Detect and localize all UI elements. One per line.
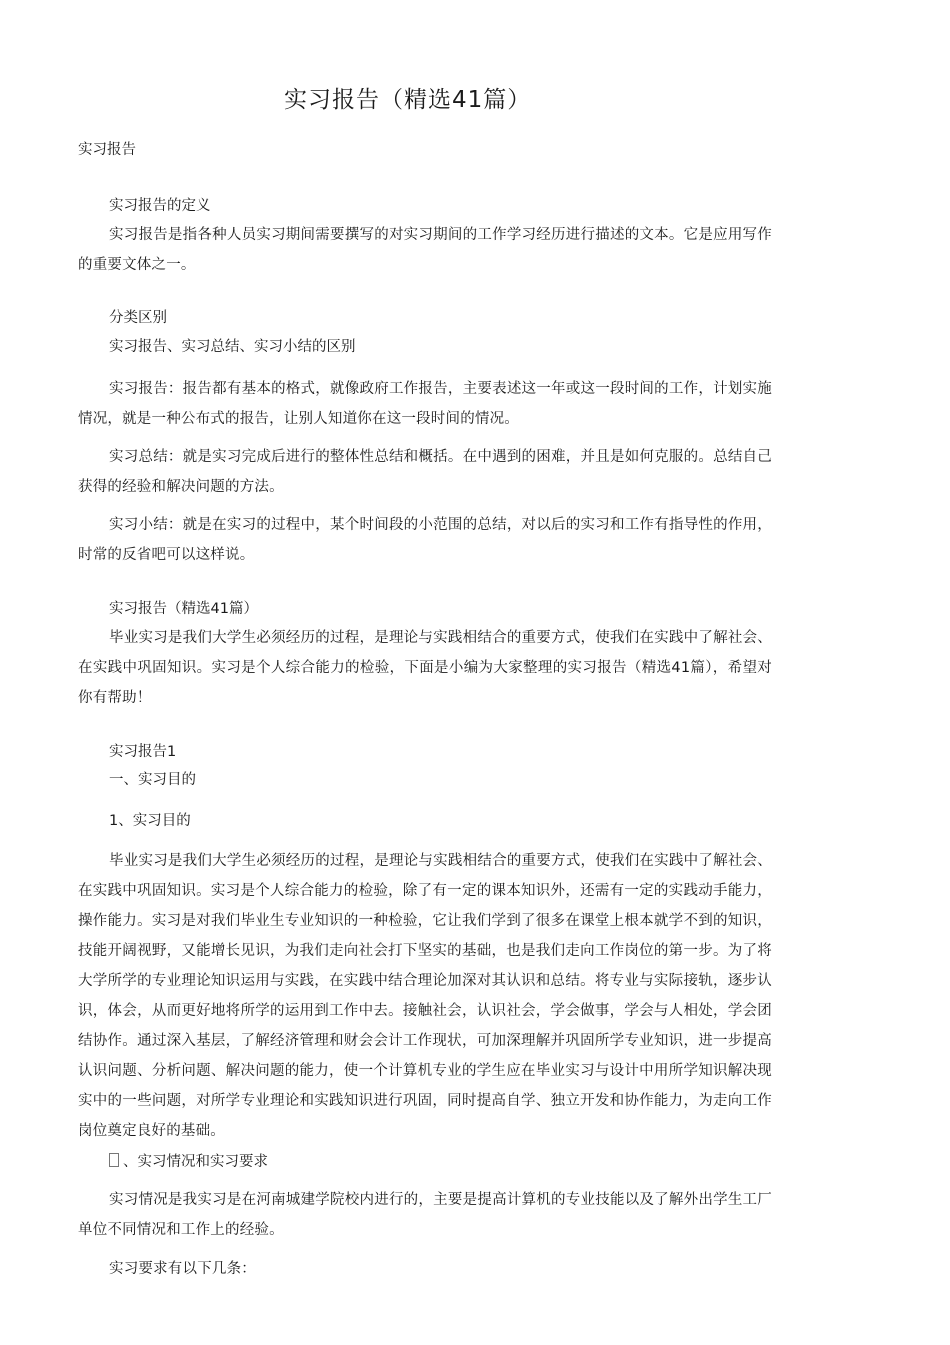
document-title: 实习报告（精选41篇） <box>284 87 532 113</box>
missing-glyph-icon <box>109 1153 119 1167</box>
subtitle: 实习报告 <box>78 142 136 158</box>
definition-paragraph: 实习报告是指各种人员实习期间需要撰写的对实习期间的工作学习经历进行描述的文本。它是应用写作的重要文体之一。 <box>78 227 772 273</box>
selection-intro-paragraph: 毕业实习是我们大学生必须经历的过程，是理论与实践相结合的重要方式，使我们在实践中了解社会、在实践中巩固知识。实习是个人综合能力的检验，下面是小编为大家整理的实习报告（精选41篇），希望对你有帮助！ <box>78 630 772 706</box>
category-report-paragraph: 实习报告：报告都有基本的格式，就像政府工作报告，主要表述这一年或这一段时间的工作，计划实施情况，就是一种公布式的报告，让别人知道你在这一段时间的情况。 <box>78 381 772 427</box>
category-subheading: 实习报告、实习总结、实习小结的区别 <box>109 339 356 355</box>
definition-heading: 实习报告的定义 <box>109 198 211 214</box>
report-1-situation-paragraph: 实习情况是我实习是在河南城建学院校内进行的，主要是提高计算机的专业技能以及了解外出学生工厂单位不同情况和工作上的经验。 <box>78 1192 772 1238</box>
selection-heading: 实习报告（精选41篇） <box>109 601 258 617</box>
report-1-purpose-paragraph: 毕业实习是我们大学生必须经历的过程，是理论与实践相结合的重要方式，使我们在实践中了解社会、在实践中巩固知识。实习是个人综合能力的检验，除了有一定的课本知识外，还需有一定的实践动手能力，操作能力。实习是对我们毕业生专业知识的一种检验，它让我们学到了很多在课堂上根本就学不到的知识，技能开阔视野，又能增长见识，为我们走向社会打下坚实的基础，也是我们走向工作岗位的第一步。为了将大学所学的专业理论知识运用与实践，在实践中结合理论加深对其认识和总结。将专业与实际接轨，逐步认识，体会，从而更好地将所学的运用到工作中去。接触社会，认识社会，学会做事，学会与人相处，学会团结协作。通过深入基层，了解经济管理和财会会计工作现状，可加深理解并巩固所学专业知识，进一步提高认识问题、分析问题、解决问题的能力，使一个计算机专业的学生应在毕业实习与设计中用所学知识解决现实中的一些问题，对所学专业理论和实践知识进行巩固，同时提高自学、独立开发和协作能力，为走向工作岗位奠定良好的基础。 <box>78 853 772 1139</box>
report-1-heading: 实习报告1 <box>109 744 177 760</box>
report-1-requirements-paragraph: 实习要求有以下几条： <box>109 1261 256 1277</box>
situation-heading-text: 、实习情况和实习要求 <box>123 1154 268 1170</box>
report-1-subsection-heading: 1、实习目的 <box>109 813 191 829</box>
report-1-section-heading: 一、实习目的 <box>109 772 196 788</box>
report-1-situation-heading <box>109 1153 268 1170</box>
category-summary-paragraph: 实习总结：就是实习完成后进行的整体性总结和概括。在中遇到的困难，并且是如何克服的。总结自己获得的经验和解决问题的方法。 <box>78 449 772 495</box>
category-heading: 分类区别 <box>109 310 167 326</box>
category-brief-paragraph: 实习小结：就是在实习的过程中，某个时间段的小范围的总结，对以后的实习和工作有指导性的作用，时常的反省吧可以这样说。 <box>78 517 772 563</box>
